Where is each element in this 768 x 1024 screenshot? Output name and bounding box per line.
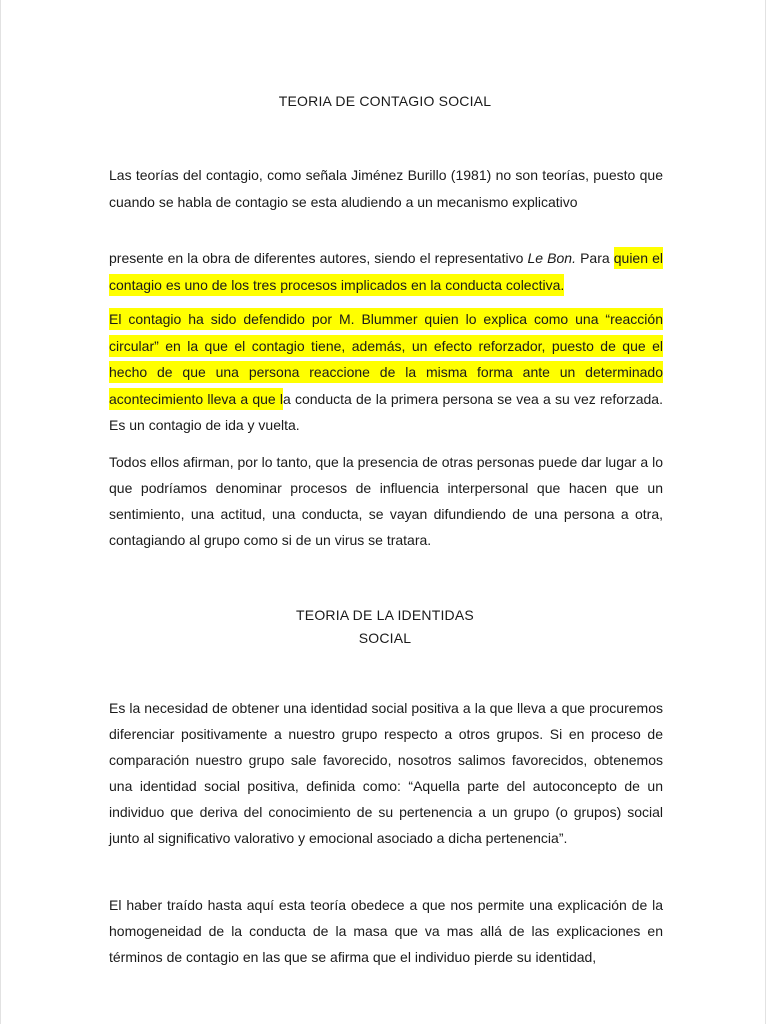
paragraph-2-text: presente en la obra de diferentes autores, siendo el representativo bbox=[109, 250, 528, 266]
section-title-identidad bbox=[1, 604, 768, 650]
paragraph-6: El haber traído hasta aquí esta teoría obedece a que nos permite una explicación de la homogeneidad de la conducta de la masa que va mas allá de las explicaciones en términos de contagio en las que se afirma que el individuo pierde su identidad, bbox=[109, 897, 663, 965]
paragraph-2 bbox=[109, 245, 663, 298]
section-title-identidad-line2: SOCIAL bbox=[358, 630, 412, 646]
paragraph-1: Las teorías del contagio, como señala Jiménez Burillo (1981) no son teorías, puesto que cuando se habla de contagio se esta aludiendo a un mecanismo explicativo bbox=[109, 167, 663, 210]
section-title-identidad-line1: TEORIA DE LA IDENTIDAS bbox=[296, 607, 474, 623]
paragraph-4: Todos ellos afirman, por lo tanto, que la presencia de otras personas puede dar lugar a lo que podríamos denominar procesos de influencia interpersonal que hacen que un sentimiento, una actitud, una conducta, se vayan difundiendo de una persona a otra, contagiando al grupo como si de un virus se tratara. bbox=[109, 454, 663, 548]
paragraph-3-text: a conducta de la primera persona se vea a su vez reforzada. Es un contagio de ida y vuelta. bbox=[109, 390, 663, 433]
paragraph-2-highlight: quien el contagio es uno de los tres procesos implicados en la conducta colectiva. bbox=[109, 247, 663, 296]
paragraph-5: Es la necesidad de obtener una identidad social positiva a la que lleva a que procuremos diferenciar positivamente a nuestro grupo respecto a otros grupos. Si en proceso de comparación nuestro grupo sale favorecido, nosotros salimos favorecidos, obtenemos una identidad social positiva, definida como: “Aquella parte del autoconcepto de un individuo que deriva del conocimiento de su pertenencia a un grupo (o grupos) social junto al significativo valorativo y emocional asociado a dicha pertenencia”. bbox=[109, 700, 663, 846]
section-title-contagio: TEORIA DE CONTAGIO SOCIAL bbox=[278, 93, 492, 109]
paragraph-3 bbox=[109, 306, 663, 439]
paragraph-2-italic: Le Bon. bbox=[527, 250, 576, 266]
paragraph-2-mid: Para bbox=[575, 250, 614, 266]
paragraph-3-highlight: El contagio ha sido defendido por M. Blummer quien lo explica como una “reacción circular” en la que el contagio tiene, además, un efecto reforzador, puesto de que el hecho de que una persona reaccione de la misma forma ante un determinado acontecimiento lleva a que l bbox=[109, 308, 663, 410]
